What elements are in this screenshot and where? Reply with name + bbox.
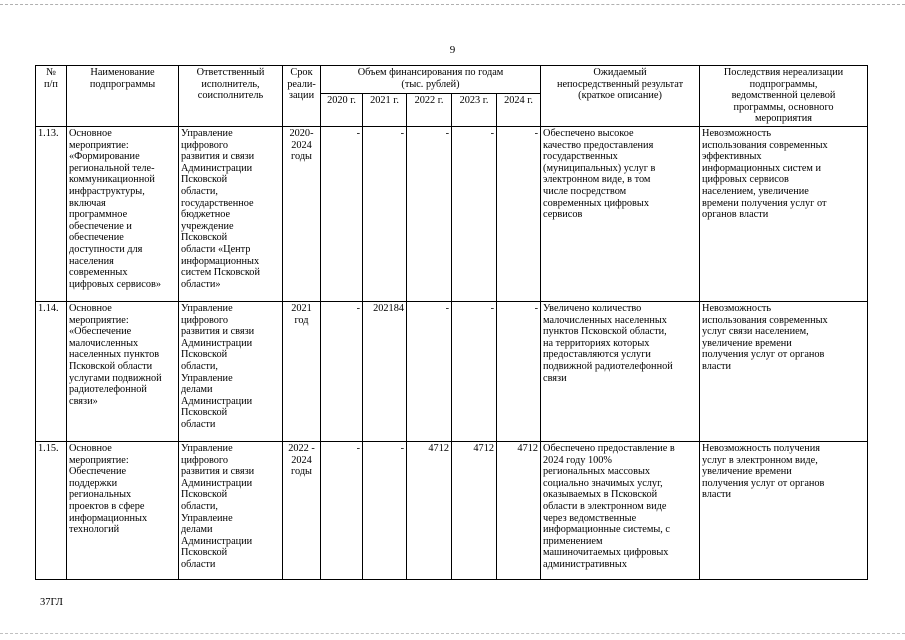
row-num: 1.14. (36, 301, 67, 441)
row-term: 2020- 2024 годы (283, 126, 321, 301)
row-value-2021: - (363, 126, 407, 301)
row-result: Увеличено количество малочисленных населенных пунктов Псковской области, на территориях которых предоставляются услуги подвижной радиотелефонной связи (541, 301, 700, 441)
row-result: Обеспечено предоставление в 2024 году 100% региональных массовых социально значимых услуг, оказываемых в Псковской области в электронном виде через ведомственные информационные системы, с применением машиночитаемых цифровых административных (541, 441, 700, 579)
header-year: 2024 г. (497, 94, 541, 127)
row-result: Обеспечено высокое качество предоставления государственных (муниципальных) услуг в электронном виде, в том числе посредством современных цифровых сервисов (541, 126, 700, 301)
header-term: Срок реали- зации (283, 66, 321, 127)
row-value-2021: - (363, 441, 407, 579)
table-row (36, 301, 868, 441)
row-value-2024: - (497, 301, 541, 441)
row-num: 1.13. (36, 126, 67, 301)
table-row (36, 126, 868, 301)
row-name: Основное мероприятие: «Обеспечение малочисленных населенных пунктов Псковской области услугами подвижной радиотелефонной связи» (67, 301, 179, 441)
row-executor: Управление цифрового развития и связи Администрации Псковской области, государственное бюджетное учреждение Псковской области «Центр информационных систем Псковской области» (179, 126, 283, 301)
row-value-2022: 4712 (407, 441, 452, 579)
row-value-2023: 4712 (452, 441, 497, 579)
row-value-2022: - (407, 301, 452, 441)
table-header (36, 66, 868, 127)
row-name: Основное мероприятие: «Формирование региональной теле- коммуникационной инфраструктуры, включая программное обеспечение и обеспечение доступности для населения современных цифровых сервисов» (67, 126, 179, 301)
header-year: 2023 г. (452, 94, 497, 127)
page-number: 9 (449, 44, 456, 56)
funding-table (35, 65, 868, 580)
row-num: 1.15. (36, 441, 67, 579)
row-value-2020: - (321, 126, 363, 301)
header-name: Наименование подпрограммы (67, 66, 179, 127)
header-result: Ожидаемый непосредственный результат (краткое описание) (541, 66, 700, 127)
row-consequence: Невозможность использования современных услуг связи населением, увеличение времени получения услуг от органов власти (700, 301, 868, 441)
header-consequence: Последствия нереализации подпрограммы, ведомственной целевой программы, основного мероприятия (700, 66, 868, 127)
row-executor: Управление цифрового развития и связи Администрации Псковской области, Управлеине делами Администрации Псковской области (179, 441, 283, 579)
header-year: 2022 г. (407, 94, 452, 127)
header-executor: Ответственный исполнитель, соисполнитель (179, 66, 283, 127)
footer-code: 37ГЛ (40, 597, 63, 608)
row-value-2020: - (321, 301, 363, 441)
header-funding: Объем финансирования по годам (тыс. рублей) (321, 66, 541, 94)
row-executor: Управление цифрового развития и связи Администрации Псковской области, Управление делами Администрации Псковской области (179, 301, 283, 441)
row-value-2023: - (452, 301, 497, 441)
row-value-2024: 4712 (497, 441, 541, 579)
row-term: 2022 - 2024 годы (283, 441, 321, 579)
row-value-2020: - (321, 441, 363, 579)
row-value-2022: - (407, 126, 452, 301)
row-value-2024: - (497, 126, 541, 301)
scan-edge-bottom (0, 633, 905, 635)
header-num: № п/п (36, 66, 67, 127)
row-name: Основное мероприятие: Обеспечение поддержки региональных проектов в сфере информационных технологий (67, 441, 179, 579)
header-year: 2020 г. (321, 94, 363, 127)
row-value-2021: 202184 (363, 301, 407, 441)
row-consequence: Невозможность получения услуг в электронном виде, увеличение времени получения услуг от органов власти (700, 441, 868, 579)
row-term: 2021 год (283, 301, 321, 441)
row-value-2023: - (452, 126, 497, 301)
table-row (36, 441, 868, 579)
scan-edge-top (0, 4, 905, 6)
header-year: 2021 г. (363, 94, 407, 127)
row-consequence: Невозможность использования современных эффективных информационных систем и цифровых сервисов населением, увеличение времени получения услуг от органов власти (700, 126, 868, 301)
